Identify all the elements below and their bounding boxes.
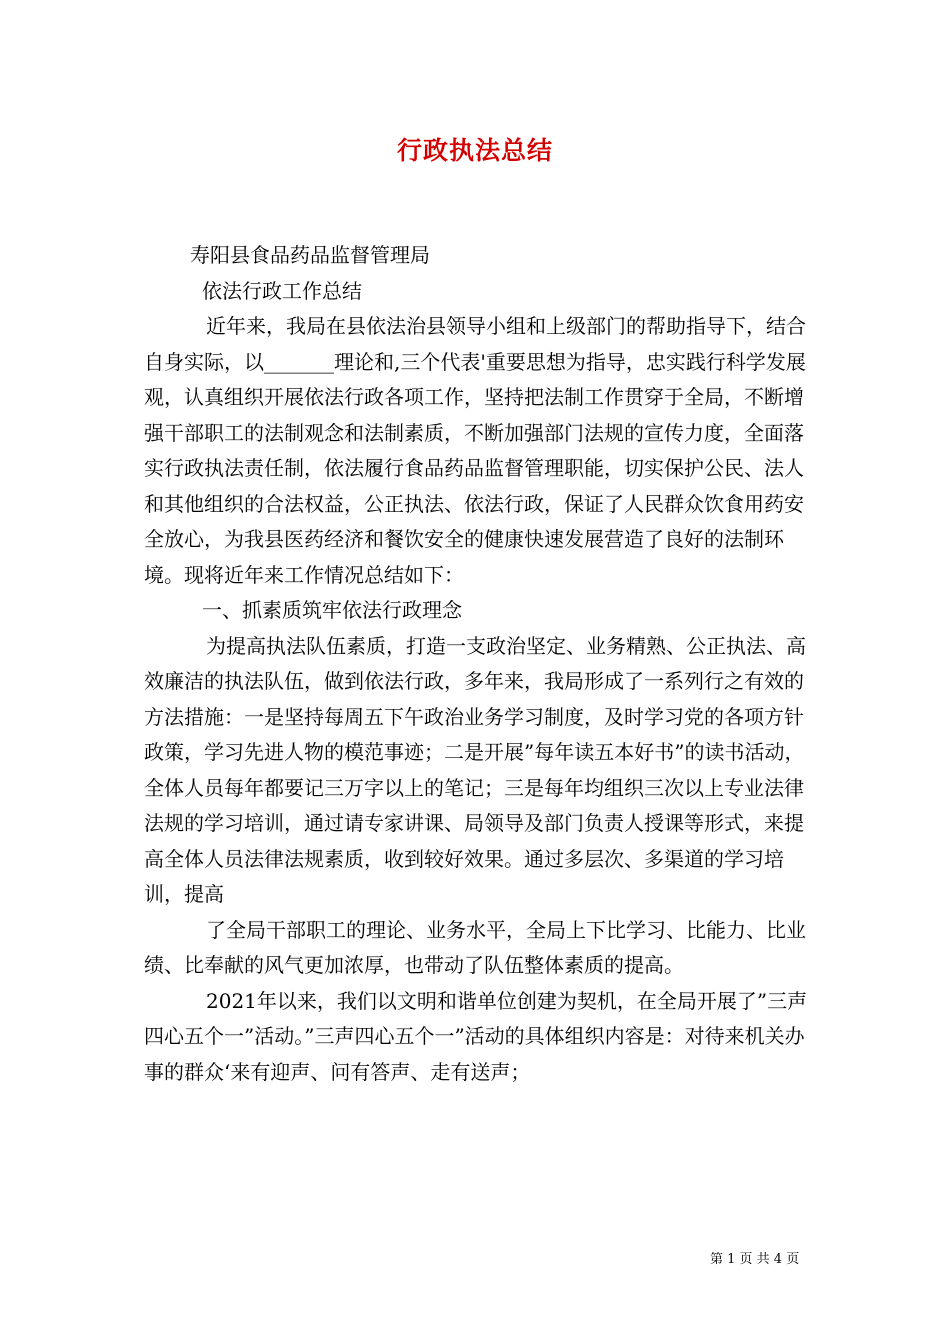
page-number-footer: 第 1 页 共 4 页	[710, 1252, 800, 1267]
paragraph-continuation: 了全局干部职工的理论、业务水平，全局上下比学习、比能力、比业绩、比奉献的风气更加浓厚，也带动了队伍整体素质的提高。	[144, 917, 806, 977]
page-title: 行政执法总结	[396, 136, 553, 165]
paragraph-org-name: 寿阳县食品药品监督管理局	[190, 243, 430, 267]
section-heading-1: 一、抓素质筑牢依法行政理念	[202, 598, 462, 622]
paragraph-section-1: 为提高执法队伍素质，打造一支政治坚定、业务精熟、公正执法、高效廉洁的执法队伍，做到依法行政，多年来，我局形成了一系列行之有效的方法措施：一是坚持每周五下午政治业务学习制度，及时学习党的各项方针政策，学习先进人物的模范事迹；二是开展”每年读五本好书”的读书活动，全体人员每年都要记三万字以上的笔记；三是每年均组织三次以上专业法律法规的学习培训，通过请专家讲课、局领导及部门负责人授课等形式，来提高全体人员法律法规素质，收到较好效果。通过多层次、多渠道的学习培训，提高	[144, 633, 806, 906]
paragraph-subtitle: 依法行政工作总结	[202, 278, 362, 303]
paragraph-2021: 2021年以来，我们以文明和谐单位创建为契机，在全局开展了”三声四心五个一”活动。”三声四心五个一”活动的具体组织内容是：对待来机关办事的群众‘来有迎声、问有答声、走有送声；	[144, 988, 808, 1084]
paragraph-intro: 近年来，我局在县依法治县领导小组和上级部门的帮助指导下，结合自身实际，以_______理论和,三个代表'重要思想为指导，忠实践行科学发展观，认真组织开展依法行政各项工作，坚持把法制工作贯穿于全局，不断增强干部职工的法制观念和法制素质，不断加强部门法规的宣传力度，全面落实行政执法责任制，依法履行食品药品监督管理职能，切实保护公民、法人和其他组织的合法权益，公正执法、依法行政，保证了人民群众饮食用药安全放心，为我县医药经济和餐饮安全的健康快速发展营造了良好的法制环境。现将近年来工作情况总结如下：	[144, 314, 806, 587]
document-body	[144, 238, 814, 1090]
